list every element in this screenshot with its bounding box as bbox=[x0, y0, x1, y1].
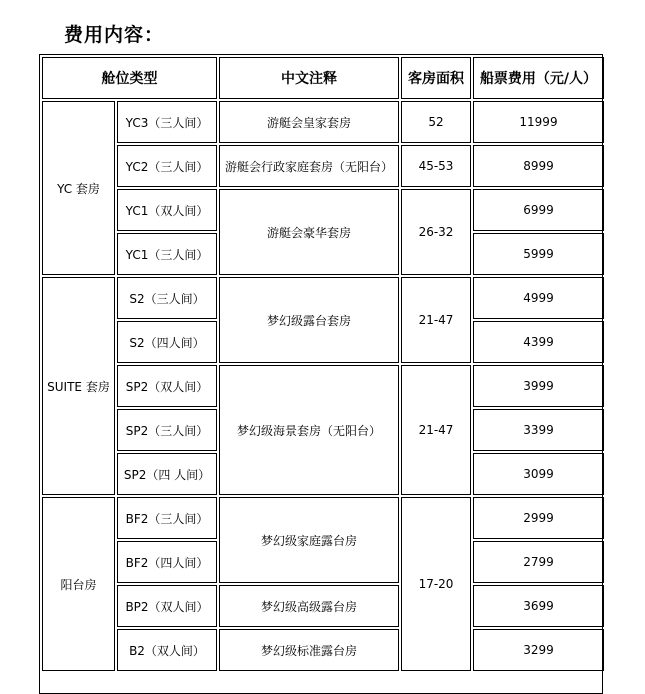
group-cell: 阳台房 bbox=[42, 497, 115, 671]
header-chinese-note: 中文注释 bbox=[219, 57, 399, 99]
header-room-area: 客房面积 bbox=[401, 57, 471, 99]
area-cell: 21-47 bbox=[401, 277, 471, 363]
cabin-code-cell: S2（四人间） bbox=[117, 321, 217, 363]
table-row bbox=[42, 365, 604, 407]
area-cell: 21-47 bbox=[401, 365, 471, 495]
table-header-row bbox=[42, 57, 604, 99]
cabin-code-cell: B2（双人间） bbox=[117, 629, 217, 671]
cabin-code-cell: BP2（双人间） bbox=[117, 585, 217, 627]
fare-cell: 5999 bbox=[473, 233, 604, 275]
note-cell: 游艇会皇家套房 bbox=[219, 101, 399, 143]
fare-cell: 4999 bbox=[473, 277, 604, 319]
fare-cell: 3699 bbox=[473, 585, 604, 627]
fare-cell: 3399 bbox=[473, 409, 604, 451]
table-row bbox=[42, 585, 604, 627]
fare-cell: 11999 bbox=[473, 101, 604, 143]
note-cell: 游艇会行政家庭套房（无阳台） bbox=[219, 145, 399, 187]
note-cell: 梦幻级露台套房 bbox=[219, 277, 399, 363]
fare-cell: 6999 bbox=[473, 189, 604, 231]
cabin-code-cell: YC3（三人间） bbox=[117, 101, 217, 143]
fare-cell: 3299 bbox=[473, 629, 604, 671]
fee-table bbox=[40, 55, 606, 673]
note-cell: 游艇会豪华套房 bbox=[219, 189, 399, 275]
cabin-code-cell: S2（三人间） bbox=[117, 277, 217, 319]
fare-cell: 8999 bbox=[473, 145, 604, 187]
cabin-code-cell: YC2（三人间） bbox=[117, 145, 217, 187]
cabin-code-cell: BF2（四人间） bbox=[117, 541, 217, 583]
cabin-code-cell: SP2（三人间） bbox=[117, 409, 217, 451]
fare-cell: 3999 bbox=[473, 365, 604, 407]
table-row bbox=[42, 145, 604, 187]
note-cell: 梦幻级家庭露台房 bbox=[219, 497, 399, 583]
cabin-code-cell: YC1（双人间） bbox=[117, 189, 217, 231]
area-cell: 26-32 bbox=[401, 189, 471, 275]
header-fare: 船票费用（元/人） bbox=[473, 57, 604, 99]
table-row bbox=[42, 277, 604, 319]
table-row bbox=[42, 189, 604, 231]
fare-cell: 3099 bbox=[473, 453, 604, 495]
group-cell: YC 套房 bbox=[42, 101, 115, 275]
area-cell: 45-53 bbox=[401, 145, 471, 187]
table-row bbox=[42, 101, 604, 143]
fare-cell: 2799 bbox=[473, 541, 604, 583]
area-cell: 52 bbox=[401, 101, 471, 143]
cabin-code-cell: SP2（四 人间） bbox=[117, 453, 217, 495]
fare-cell: 4399 bbox=[473, 321, 604, 363]
note-cell: 梦幻级标准露台房 bbox=[219, 629, 399, 671]
header-cabin-type: 舱位类型 bbox=[42, 57, 217, 99]
cabin-code-cell: BF2（三人间） bbox=[117, 497, 217, 539]
note-cell: 梦幻级海景套房（无阳台） bbox=[219, 365, 399, 495]
fare-cell: 2999 bbox=[473, 497, 604, 539]
note-cell: 梦幻级高级露台房 bbox=[219, 585, 399, 627]
fee-table-frame bbox=[39, 54, 603, 694]
cabin-code-cell: YC1（三人间） bbox=[117, 233, 217, 275]
table-row bbox=[42, 497, 604, 539]
cabin-code-cell: SP2（双人间） bbox=[117, 365, 217, 407]
group-cell: SUITE 套房 bbox=[42, 277, 115, 495]
area-cell: 17-20 bbox=[401, 497, 471, 671]
section-heading: 费用内容： bbox=[64, 24, 165, 46]
table-row bbox=[42, 629, 604, 671]
